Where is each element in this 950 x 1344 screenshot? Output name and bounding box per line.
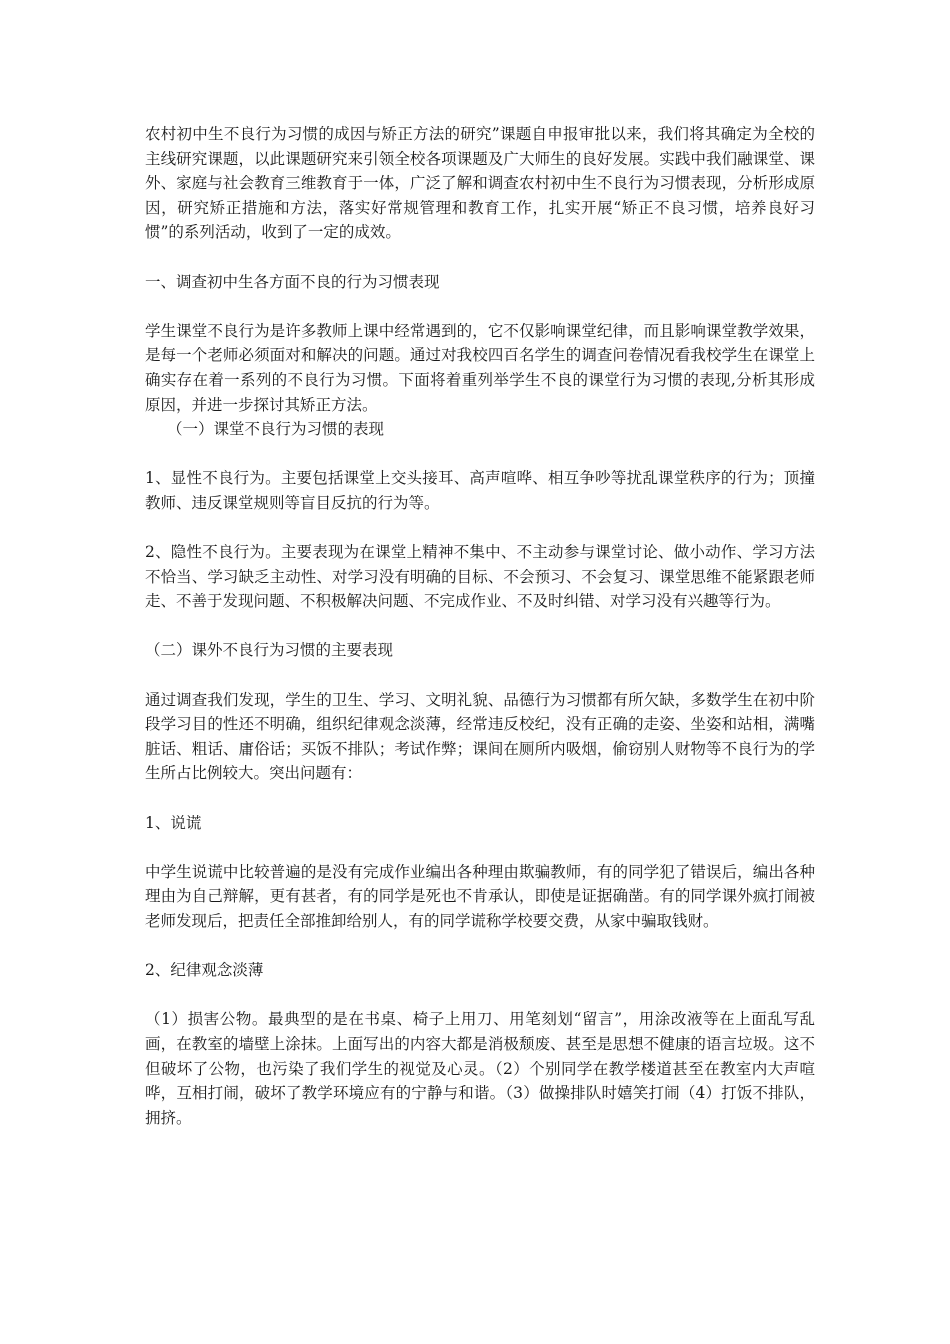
section1-heading: 一、调查初中生各方面不良的行为习惯表现: [145, 272, 440, 291]
subsection2-heading: （二）课外不良行为习惯的主要表现: [145, 641, 394, 660]
intro-paragraph: 农村初中生不良行为习惯的成因与矫正方法的研究”课题自申报审批以来，我们将其确定为全校的主线研究课题，以此课题研究来引领全校各项课题及广大师生的良好发展。实践中我们融课堂、课外、家庭与社会教育三维教育于一体，广泛了解和调查农村初中生不良行为习惯表现，分析形成原因，研究矫正措施和方法，落实好常规管理和教育工作，扎实开展“矫正不良习惯，培养良好习惯”的系列活动，收到了一定的成效。: [145, 125, 815, 242]
point2-paragraph: （1）损害公物。最典型的是在书桌、椅子上用刀、用笔刻划“留言”，用涂改液等在上面乱写乱画，在教室的墙壁上涂抹。上面写出的内容大都是消极颓废、甚至是思想不健康的语言垃圾。这不但破坏了公物，也污染了我们学生的视觉及心灵。（2）个别同学在教学楼道甚至在教室内大声喧哗，互相打闹，破坏了教学环境应有的宁静与和谐。（3）做操排队时嬉笑打闹（4）打饭不排队，拥挤。: [145, 1010, 815, 1127]
document-page: [145, 122, 815, 1155]
subsection2-paragraph: 通过调查我们发现，学生的卫生、学习、文明礼貌、品德行为习惯都有所欠缺，多数学生在初中阶段学习目的性还不明确，组织纪律观念淡薄，经常违反校纪，没有正确的走姿、坐姿和站相，满嘴脏话、粗话、庸俗话；买饭不排队；考试作弊；课间在厕所内吸烟，偷窃别人财物等不良行为的学生所占比例较大。突出问题有：: [145, 690, 815, 783]
point1-paragraph: 中学生说谎中比较普遍的是没有完成作业编出各种理由欺骗教师，有的同学犯了错误后，编出各种理由为自己辩解，更有甚者，有的同学是死也不肯承认，即使是证据确凿。有的同学课外疯打闹被老师发现后，把责任全部推卸给别人，有的同学谎称学校要交费，从家中骗取钱财。: [145, 862, 815, 930]
point2-heading: 2、纪律观念淡薄: [145, 961, 264, 980]
section1-paragraph: 学生课堂不良行为是许多教师上课中经常遇到的，它不仅影响课堂纪律，而且影响课堂教学效果，是每一个老师必须面对和解决的问题。通过对我校四百名学生的调查问卷情况看我校学生在课堂上确实存在着一系列的不良行为习惯。下面将着重列举学生不良的课堂行为习惯的表现,分析其形成原因，并进一步探讨其矫正方法。: [145, 321, 815, 414]
point1-heading: 1、说谎: [145, 813, 202, 832]
item1-paragraph: 1、显性不良行为。主要包括课堂上交头接耳、高声喧哗、相互争吵等扰乱课堂秩序的行为；顶撞教师、违反课堂规则等盲目反抗的行为等。: [145, 469, 815, 512]
item2-paragraph: 2、隐性不良行为。主要表现为在课堂上精神不集中、不主动参与课堂讨论、做小动作、学习方法不恰当、学习缺乏主动性、对学习没有明确的目标、不会预习、不会复习、课堂思维不能紧跟老师走、不善于发现问题、不积极解决问题、不完成作业、不及时纠错、对学习没有兴趣等行为。: [145, 543, 815, 611]
subsection1-heading: （一）课堂不良行为习惯的表现: [167, 420, 385, 439]
